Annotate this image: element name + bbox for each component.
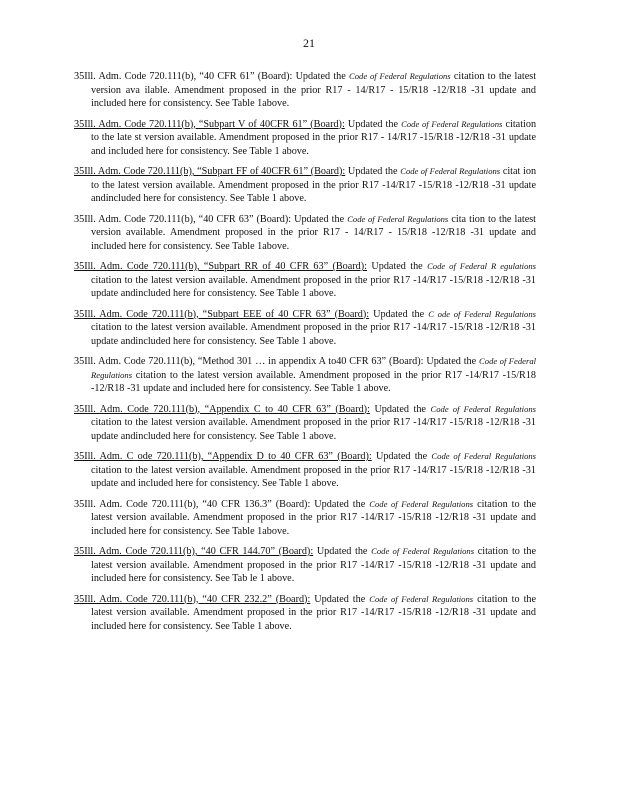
- entry: [74, 593, 536, 634]
- entry: [74, 545, 536, 586]
- entry-text: [74, 593, 536, 634]
- entry-body: citation to the latest version available. Amendment proposed in the prior R17 -14/R17 -15/R18 -12/R18 -31 update and included here for consistency. See Table 1above.: [91, 498, 537, 537]
- entry-text: [74, 213, 536, 254]
- entry-heading: 35Ill. Adm. Code 720.111(b), “Subpart FF of 40CFR 61” (Board):: [74, 166, 346, 177]
- entry-text: [74, 545, 536, 586]
- entry-body: citation to the latest version available. Amendment proposed in the prior R17 -14/R17 -15/R18 -12/R18 -31 update and included here for consistency. See Tab le 1 above.: [91, 546, 536, 585]
- entry-body: cita tion to the latest version available. Amendment proposed in the prior R17 - 14/R17 - 15/R18 -12/R18 -31 update and included here for consistency. See Table 1above.: [91, 213, 537, 252]
- entry-body: citat ion to the latest version available. Amendment proposed in the prior R17 -14/R17 -15/R18 -12/R18 -31 update andincluded here for consistency. See Table 1 above.: [91, 166, 537, 205]
- entry-heading: 35Ill. Adm. Code 720.111(b), “40 CFR 63” (Board):: [74, 213, 292, 225]
- entry-lead: Updated the: [375, 451, 428, 462]
- entry-body: citation to the late st version available. Amendment proposed in the prior R17 - 14/R17 -15/R18 -12/R18 -31 update and included here for consistency. See Table 1 above.: [91, 118, 537, 157]
- entry-lead: Updated the: [294, 213, 345, 225]
- entry-text: [74, 498, 536, 539]
- entry-heading: 35Ill. Adm. Code 720.111(b), “Subpart EEE of 40 CFR 63” (Board):: [74, 308, 370, 320]
- entry-text: [74, 403, 536, 444]
- cfr-title: Code of Federal Regulations: [347, 213, 449, 224]
- entry-text: [74, 70, 536, 111]
- entry-heading: 35Ill. Adm. Code 720.111(b), “Appendix C to 40 CFR 63” (Board):: [74, 403, 370, 415]
- entry-text: [74, 118, 536, 159]
- entry-heading: 35Ill. Adm. Code 720.111(b), “40 CFR 232.2” (Board):: [74, 593, 311, 605]
- entry-text: [74, 308, 536, 349]
- entry: [74, 450, 536, 491]
- cfr-title: Code of Federal Regulations: [369, 593, 474, 604]
- cfr-title: Code of Federal R egulations: [427, 261, 537, 271]
- entry-text: [74, 260, 536, 301]
- entry-body: citation to the latest version ava ilable. Amendment proposed in the prior R17 - 14/R17 - 15/R18 -12/R18 -31 update and included here for consistency. See Table 1above.: [91, 71, 537, 110]
- entry-heading: 35Ill. Adm. Code 720.111(b), “Method 301 … in appendix A to40 CFR 63” (Board):: [74, 356, 424, 367]
- entry-text: [74, 450, 536, 491]
- entry-lead: Updated the: [314, 593, 366, 605]
- entry-lead: Updated the: [371, 261, 423, 272]
- entry-list: [74, 70, 536, 640]
- cfr-title: Code of Federal Regulations: [371, 546, 475, 556]
- entry-heading: 35Ill. Adm. Code 720.111(b), “Subpart V of 40CFR 61” (Board):: [74, 118, 345, 130]
- entry-body: citation to the latest version available. Amendment proposed in the prior R17 -14/R17 -15/R18 -12/R18 -31 update and included here for consistency. See Table 1 above.: [91, 593, 537, 632]
- cfr-title: Code of Federal Regulations: [430, 403, 537, 414]
- entry: [74, 213, 536, 254]
- entry-heading: 35Ill. Adm. Code 720.111(b), “40 CFR 61” (Board):: [74, 71, 293, 82]
- entry-lead: Updated the: [374, 403, 426, 415]
- entry-lead: Updated the: [426, 356, 477, 367]
- entry: [74, 118, 536, 159]
- entry: [74, 498, 536, 539]
- entry: [74, 403, 536, 444]
- entry-text: [74, 165, 536, 206]
- entry: [74, 355, 536, 396]
- entry-heading: 35Ill. Adm. Code 720.111(b), “Subpart RR of 40 CFR 63” (Board):: [74, 261, 367, 272]
- entry-text: [74, 355, 536, 396]
- entry: [74, 260, 536, 301]
- entry-lead: Updated the: [316, 546, 368, 557]
- entry-heading: 35Ill. Adm. C ode 720.111(b), “Appendix D to 40 CFR 63” (Board):: [74, 451, 372, 462]
- entry-lead: Updated the: [314, 498, 366, 510]
- cfr-title: Code of Federal Regulations: [401, 118, 503, 129]
- cfr-title: Code of Federal Regulations: [431, 451, 537, 461]
- entry-body: citation to the latest version available. Amendment proposed in the prior R17 -14/R17 -15/R18 -12/R18 -31 update and included here for consistency. See Table 1 above.: [91, 369, 537, 395]
- entry: [74, 70, 536, 111]
- entry-body: citation to the latest version available. Amendment proposed in the prior R17 -14/R17 -15/R18 -12/R18 -31 update andincluded here for consistency. See Table 1 above.: [91, 322, 536, 347]
- entry: [74, 165, 536, 206]
- page-number: 21: [303, 36, 315, 50]
- entry: [74, 308, 536, 349]
- cfr-title: Code of Federal Regulations: [91, 356, 537, 380]
- cfr-title: C ode of Federal Regulations: [428, 308, 536, 319]
- entry-lead: Updated the: [373, 308, 425, 320]
- entry-heading: 35Ill. Adm. Code 720.111(b), “40 CFR 136.3” (Board):: [74, 498, 311, 510]
- entry-body: citation to the latest version available. Amendment proposed in the prior R17 -14/R17 -15/R18 -12/R18 -31 update andincluded here for consistency. See Table 1 above.: [91, 417, 536, 442]
- entry-heading: 35Ill. Adm. Code 720.111(b), “40 CFR 144.70” (Board):: [74, 546, 314, 557]
- entry-lead: Updated the: [347, 166, 398, 177]
- cfr-title: Code of Federal Regulations: [369, 498, 474, 509]
- entry-body: citation to the latest version available. Amendment proposed in the prior R17 -14/R17 -15/R18 -12/R18 -31 update and included here for consistency. See Table 1 above.: [91, 464, 536, 490]
- cfr-title: Code of Federal Regulations: [349, 71, 451, 81]
- entry-lead: Updated the: [347, 118, 398, 130]
- entry-lead: Updated the: [295, 71, 346, 82]
- cfr-title: Code of Federal Regulations: [400, 166, 501, 176]
- entry-body: citation to the latest version available. Amendment proposed in the prior R17 -14/R17 -15/R18 -12/R18 -31 update andincluded here for consistency. See Table 1 above.: [91, 274, 536, 300]
